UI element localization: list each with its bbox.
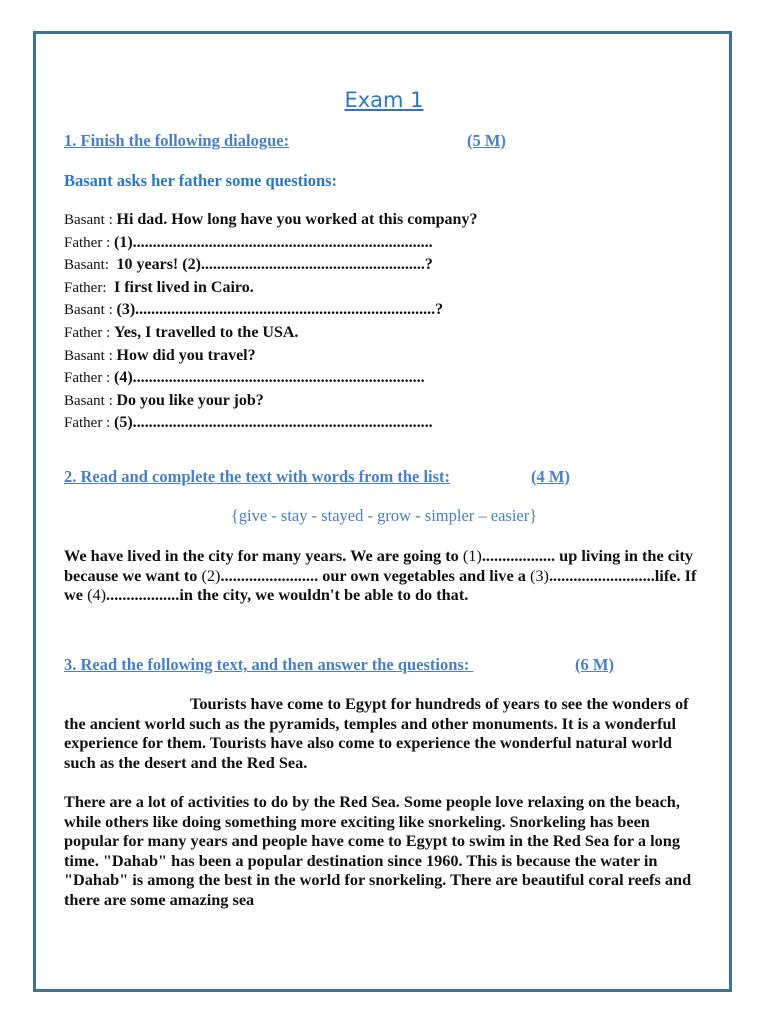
q3-paragraph-2: There are a lot of activities to do by the Red Sea. Some people love relaxing on the beach, while others like doing something more exciting like snorkeling. Snorkeling has been popular for many years and people have come to Egypt to swim in the Red Sea for a long time. "Dahab" has been a popular destination since 1960. This is because the water in "Dahab" is among the best in the world for snorkeling. There are beautiful coral reefs and there are some amazing sea xyxy=(64,792,692,909)
speaker: Basant: xyxy=(64,257,109,274)
dialogue-line: Father : Yes, I travelled to the USA. xyxy=(64,323,299,341)
q1-heading-row xyxy=(64,131,506,151)
q1-heading: 1. Finish the following dialogue: xyxy=(64,131,290,150)
dialogue-line: Basant : How did you travel? xyxy=(64,346,256,364)
speaker: Basant xyxy=(64,347,105,364)
line-text: Yes, I travelled to the USA. xyxy=(114,323,299,341)
speaker: Basant xyxy=(64,212,105,228)
q3-heading: 3. Read the following text, and then answer the questions: xyxy=(64,655,474,674)
dialogue-line: Basant : Hi dad. How long have you worked at this company? xyxy=(64,211,478,228)
speaker: Father xyxy=(64,415,103,432)
q3-heading-row xyxy=(64,655,614,675)
speaker: Father xyxy=(64,324,103,341)
dialogue-line: Father : (5)........................................................................... xyxy=(64,414,433,432)
q1-subheading: Basant asks her father some questions: xyxy=(64,171,338,190)
speaker: Basant xyxy=(64,392,105,409)
line-text: Do you like your job? xyxy=(116,391,264,409)
q2-heading-row xyxy=(64,467,570,487)
q2-text: We have lived in the city for many years. We are going to (1).................. up living in the city because we want to (2)........................ our own vegetables and live a (3)..........................life. If we (4)..................in the city, we wouldn't be able to do that. xyxy=(64,546,697,605)
line-text: 10 years! (2)........................................................? xyxy=(116,256,433,274)
line-text: (3)...........................................................................? xyxy=(116,301,444,319)
dialogue-line: Basant : Do you like your job? xyxy=(64,391,264,409)
line-text: Hi dad. How long have you worked at this company? xyxy=(116,211,478,228)
line-text: I first lived in Cairo. xyxy=(114,278,254,296)
q2-marks: (4 M) xyxy=(531,467,570,486)
speaker: Basant xyxy=(64,302,105,319)
dialogue-line: Basant : (3)...........................................................................? xyxy=(64,301,444,319)
dialogue-line xyxy=(64,277,477,300)
word-list: {give - stay - stayed - grow - simpler – easier} xyxy=(230,506,538,525)
exam-title: Exam 1 xyxy=(344,88,424,112)
dialogue-line: Father : (1)........................................................................... xyxy=(64,233,433,251)
line-text: How did you travel? xyxy=(116,346,256,364)
q2-heading: 2. Read and complete the text with words from the list: xyxy=(64,467,451,486)
dialogue-line xyxy=(64,254,477,277)
line-text: (1)........................................................................... xyxy=(114,233,433,251)
speaker: Father xyxy=(64,234,103,251)
q1-marks: (5 M) xyxy=(467,131,506,150)
dialogue-line: Father : (4)......................................................................... xyxy=(64,369,425,387)
dialogue xyxy=(64,209,477,435)
speaker: Father: xyxy=(64,279,107,296)
q3-marks: (6 M) xyxy=(575,655,614,674)
line-text: (4)......................................................................... xyxy=(114,369,425,387)
speaker: Father xyxy=(64,370,103,387)
line-text: (5)........................................................................... xyxy=(114,414,433,432)
q3-paragraph-1: Tourists have come to Egypt for hundreds of years to see the wonders of the ancient world such as the pyramids, temples and other monuments. It is a wonderful experience for them. Tourists have also come to experience the wonderful natural world such as the desert and the Red Sea. xyxy=(64,694,689,772)
